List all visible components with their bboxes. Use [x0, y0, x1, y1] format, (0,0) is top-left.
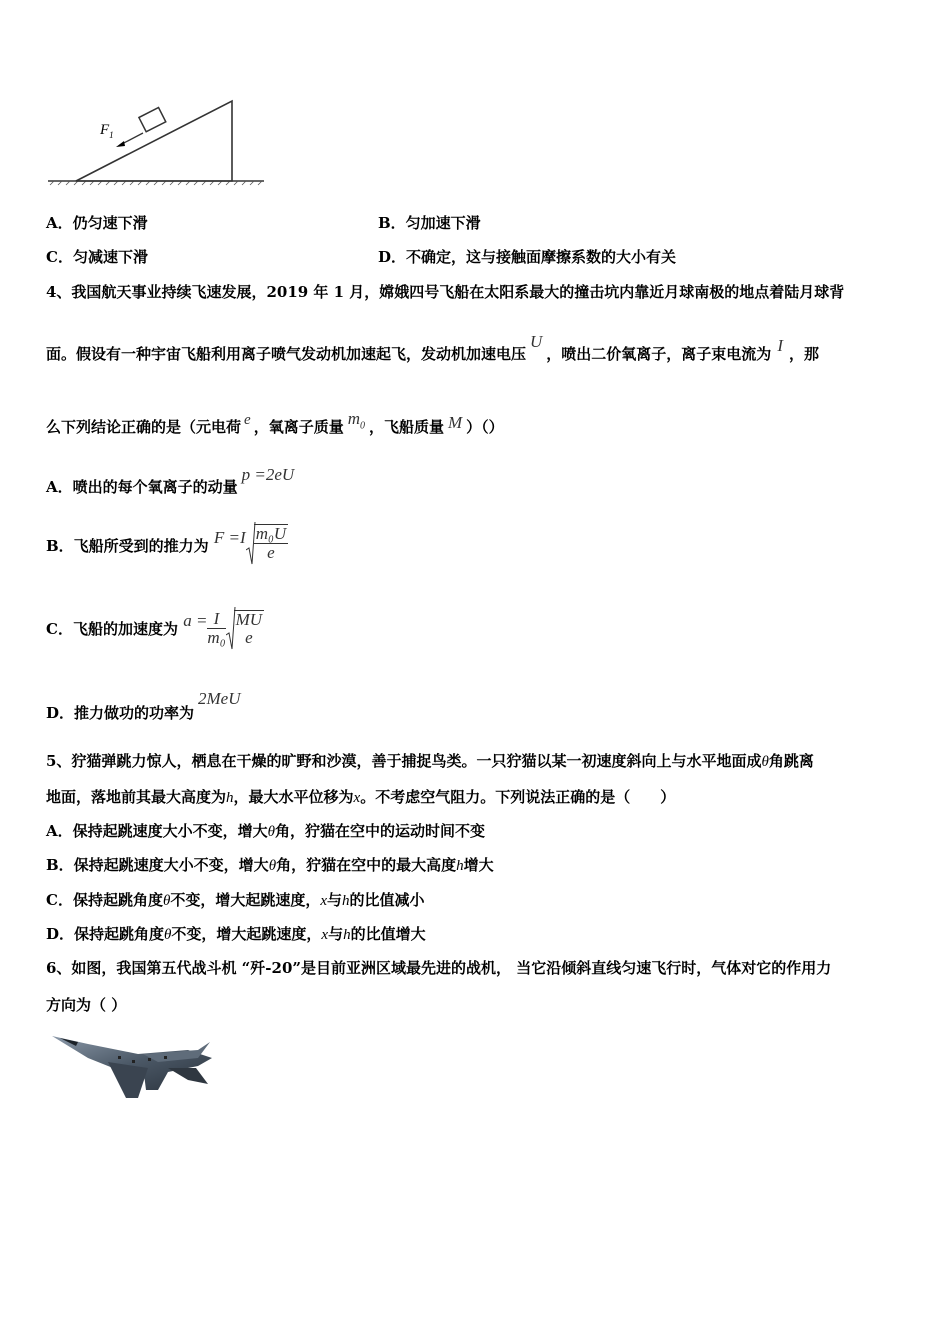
- q4-option-d: D．推力做功的功率为2MeU: [46, 689, 241, 722]
- q5-option-c: C．保持起跳角度θ不变，增大起跳速度，x与h的比值减小: [46, 891, 425, 909]
- q5-option-b: B．保持起跳速度大小不变，增大θ角，狞猫在空中的最大高度h增大: [46, 856, 494, 874]
- q3-option-a: A．仍匀速下滑: [46, 214, 148, 232]
- q3-option-b: B．匀加速下滑: [378, 214, 481, 232]
- q4-option-c: C．飞船的加速度为 a = $\frac{I}{\text{m₀}}$ MU e: [46, 605, 264, 651]
- q5-option-a: A．保持起跳速度大小不变，增大θ角，狞猫在空中的运动时间不变: [46, 822, 486, 840]
- force-label: $F_1$: [100, 122, 114, 140]
- q3-option-c: C．匀减速下滑: [46, 248, 148, 266]
- incline-figure: [40, 95, 270, 190]
- q4-option-a: A．喷出的每个氧离子的动量p =2eU: [46, 465, 295, 496]
- fighter-jet-image: [48, 1028, 218, 1100]
- q5-line-1: 5、狞猫弹跳力惊人，栖息在干燥的旷野和沙漠，善于捕捉鸟类。一只狞猫以某一初速度斜向上与水平地面成θ角跳离: [46, 752, 814, 770]
- q4-line-2: 面。假设有一种宇宙飞船利用离子喷气发动机加速起飞，发动机加速电压U，喷出二价氧离子，离子束电流为 I ，那: [46, 332, 819, 363]
- q4-line-3: 么下列结论正确的是（元电荷 e ，氧离子质量 $m_0$ ，飞船质量 M ）（）: [46, 409, 504, 436]
- q6-line-1: 6、如图，我国第五代战斗机 “歼-20”是目前亚洲区域最先进的战机， 当它沿倾斜直线匀速飞行时，气体对它的作用力: [46, 959, 832, 977]
- q3-option-d: D．不确定，这与接触面摩擦系数的大小有关: [378, 248, 677, 266]
- q4-option-b: B．飞船所受到的推力为 F =I $\frac{\text{m₀U}}{e}$: [46, 524, 287, 562]
- q4-line-1: 4、我国航天事业持续飞速发展，2019 年 1 月，嫦娥四号飞船在太阳系最大的撞击坑内靠近月球南极的地点着陆月球背: [46, 283, 845, 301]
- q5-line-2: 地面，落地前其最大高度为h，最大水平位移为x。不考虑空气阻力。下列说法正确的是（ ）: [46, 788, 676, 806]
- q5-option-d: D．保持起跳角度θ不变，增大起跳速度，x与h的比值增大: [46, 925, 426, 943]
- q6-line-2: 方向为（ ）: [46, 996, 127, 1014]
